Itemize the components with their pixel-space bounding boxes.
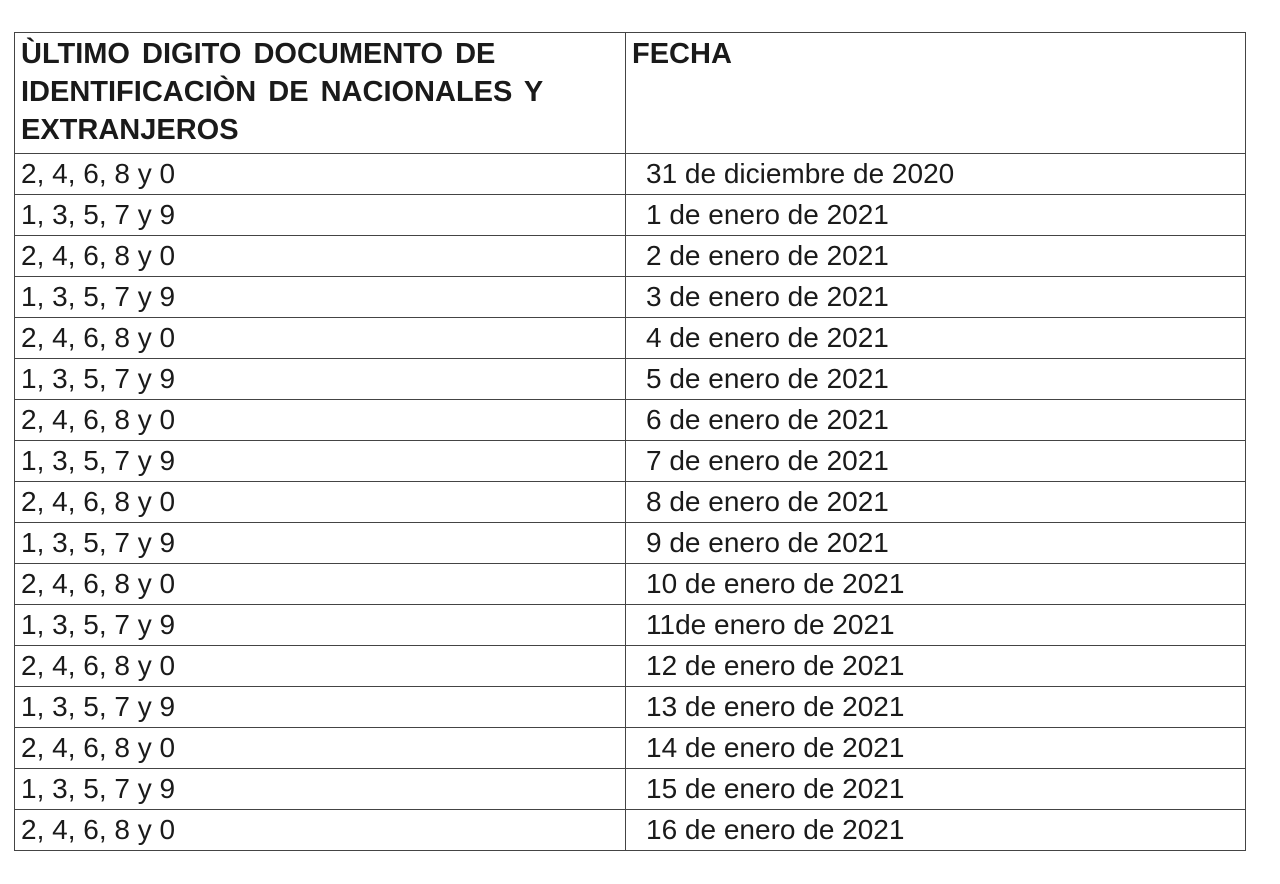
cell-digits: 2, 4, 6, 8 y 0 [15,400,626,441]
header-date: FECHA [626,33,1246,154]
table-row [15,154,1246,195]
table-row [15,564,1246,605]
cell-digits: 2, 4, 6, 8 y 0 [15,318,626,359]
cell-date: 6 de enero de 2021 [626,400,1246,441]
cell-digits: 1, 3, 5, 7 y 9 [15,195,626,236]
table-row [15,646,1246,687]
table-row [15,769,1246,810]
table-row [15,277,1246,318]
table-row [15,441,1246,482]
cell-date: 9 de enero de 2021 [626,523,1246,564]
table-row [15,195,1246,236]
cell-date: 5 de enero de 2021 [626,359,1246,400]
cell-date: 11de enero de 2021 [626,605,1246,646]
cell-digits: 1, 3, 5, 7 y 9 [15,441,626,482]
header-row [15,33,1246,154]
cell-date: 13 de enero de 2021 [626,687,1246,728]
cell-digits: 2, 4, 6, 8 y 0 [15,564,626,605]
table-row [15,523,1246,564]
cell-digits: 2, 4, 6, 8 y 0 [15,154,626,195]
cell-digits: 2, 4, 6, 8 y 0 [15,728,626,769]
cell-date: 2 de enero de 2021 [626,236,1246,277]
table-row [15,236,1246,277]
cell-digits: 1, 3, 5, 7 y 9 [15,359,626,400]
cell-date: 1 de enero de 2021 [626,195,1246,236]
table-row [15,318,1246,359]
cell-date: 16 de enero de 2021 [626,810,1246,851]
table-row [15,605,1246,646]
table-row [15,728,1246,769]
cell-digits: 1, 3, 5, 7 y 9 [15,687,626,728]
cell-date: 31 de diciembre de 2020 [626,154,1246,195]
table-row [15,810,1246,851]
table-row [15,482,1246,523]
cell-date: 4 de enero de 2021 [626,318,1246,359]
table-row [15,687,1246,728]
cell-digits: 2, 4, 6, 8 y 0 [15,810,626,851]
schedule-table [14,32,1246,851]
cell-date: 8 de enero de 2021 [626,482,1246,523]
cell-date: 10 de enero de 2021 [626,564,1246,605]
cell-digits: 2, 4, 6, 8 y 0 [15,236,626,277]
cell-digits: 1, 3, 5, 7 y 9 [15,605,626,646]
header-last-digit: ÙLTIMO DIGITO DOCUMENTO DE IDENTIFICACIÒN DE NACIONALES Y EXTRANJEROS [15,33,626,154]
cell-digits: 1, 3, 5, 7 y 9 [15,523,626,564]
cell-digits: 2, 4, 6, 8 y 0 [15,646,626,687]
table-row [15,359,1246,400]
cell-date: 3 de enero de 2021 [626,277,1246,318]
table-row [15,400,1246,441]
cell-digits: 2, 4, 6, 8 y 0 [15,482,626,523]
cell-date: 12 de enero de 2021 [626,646,1246,687]
cell-date: 14 de enero de 2021 [626,728,1246,769]
cell-digits: 1, 3, 5, 7 y 9 [15,277,626,318]
cell-digits: 1, 3, 5, 7 y 9 [15,769,626,810]
cell-date: 15 de enero de 2021 [626,769,1246,810]
cell-date: 7 de enero de 2021 [626,441,1246,482]
